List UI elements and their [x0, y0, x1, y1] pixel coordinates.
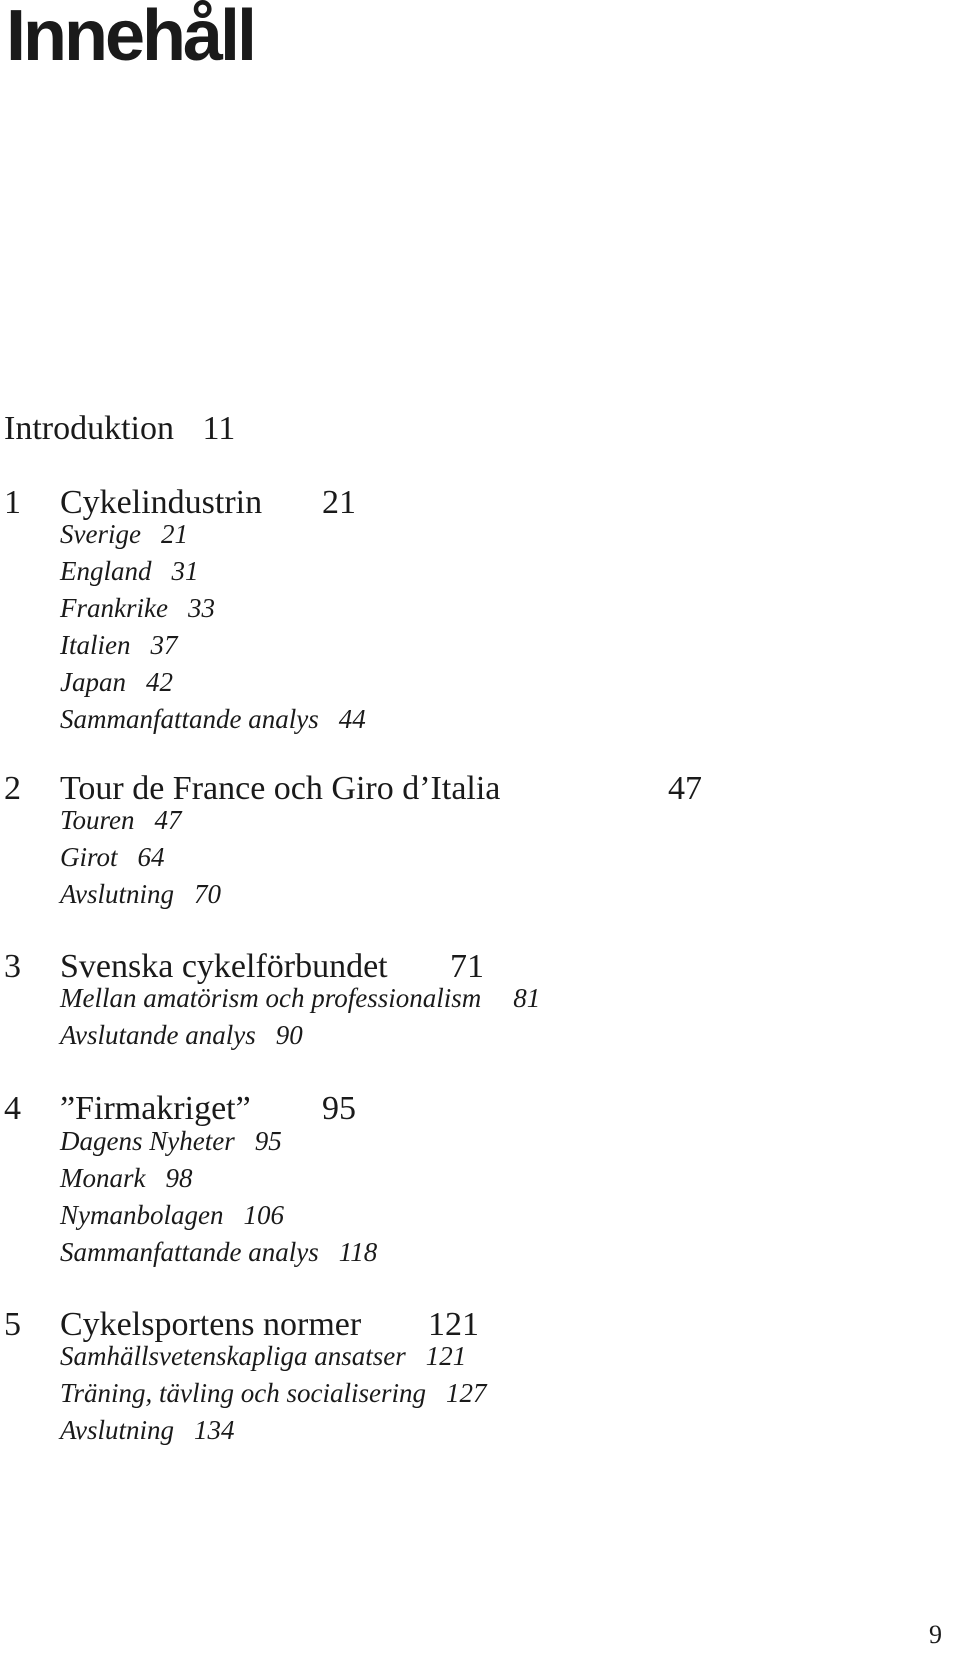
section-page: 64	[137, 842, 165, 872]
section-entry	[60, 1197, 377, 1234]
chapter-number: 3	[4, 948, 21, 985]
section-entry	[60, 701, 366, 738]
chapter-number: 2	[4, 770, 21, 807]
chapter-1-sections	[60, 516, 366, 738]
chapter-2-sections	[60, 802, 221, 913]
section-title: Monark	[60, 1163, 146, 1193]
chapter-title: Tour de France och Giro d’Italia	[60, 770, 501, 807]
section-entry	[60, 664, 366, 701]
chapter-page: 71	[450, 948, 484, 985]
chapter-3-sections	[60, 980, 540, 1054]
chapter-4-sections	[60, 1123, 377, 1271]
section-page: 134	[194, 1415, 235, 1445]
section-entry	[60, 590, 366, 627]
chapter-title: ”Firmakriget”	[60, 1090, 251, 1127]
section-entry	[60, 1234, 377, 1271]
section-title: Samhällsvetenskapliga ansatser	[60, 1341, 406, 1371]
chapter-page: 95	[322, 1090, 356, 1127]
intro-title: Introduktion	[4, 410, 174, 447]
section-page: 106	[243, 1200, 284, 1230]
section-entry	[60, 980, 540, 1017]
chapter-page: 47	[668, 770, 702, 807]
section-page: 70	[194, 879, 221, 909]
section-title: Japan	[60, 667, 126, 697]
section-title: Frankrike	[60, 593, 168, 623]
section-page: 31	[171, 556, 199, 586]
toc-intro	[4, 412, 235, 446]
section-entry	[60, 1375, 487, 1412]
section-entry	[60, 1412, 487, 1449]
chapter-page: 121	[428, 1306, 479, 1343]
chapter-title: Svenska cykelförbundet	[60, 948, 388, 985]
section-page: 37	[150, 630, 178, 660]
section-page: 121	[425, 1341, 467, 1371]
section-entry	[60, 1017, 540, 1054]
chapter-number: 4	[4, 1090, 21, 1127]
section-entry	[60, 1338, 487, 1375]
section-title: Dagens Nyheter	[60, 1126, 235, 1156]
section-page: 21	[160, 519, 188, 549]
section-page: 118	[338, 1237, 378, 1267]
section-title: Girot	[60, 842, 118, 872]
section-title: Sammanfattande analys	[60, 704, 319, 734]
section-entry	[60, 802, 221, 839]
section-page: 90	[275, 1020, 303, 1050]
section-title: Avslutning	[60, 879, 174, 909]
section-page: 98	[165, 1163, 193, 1193]
section-entry	[60, 553, 366, 590]
section-entry	[60, 839, 221, 876]
section-page: 95	[254, 1126, 282, 1156]
intro-page: 11	[202, 410, 236, 447]
chapter-5-sections	[60, 1338, 487, 1449]
section-entry	[60, 876, 221, 913]
page-title: Innehåll	[6, 0, 255, 76]
section-title: Nymanbolagen	[60, 1200, 224, 1230]
page-number: 9	[929, 1620, 942, 1649]
section-title: Sverige	[60, 519, 141, 549]
section-entry	[60, 1123, 377, 1160]
chapter-number: 5	[4, 1306, 21, 1343]
chapter-number: 1	[4, 484, 21, 521]
section-title: Sammanfattande analys	[60, 1237, 319, 1267]
section-title: Träning, tävling och socialisering	[60, 1378, 427, 1408]
section-entry	[60, 516, 366, 553]
section-page: 127	[446, 1378, 487, 1408]
section-page: 47	[154, 805, 182, 835]
section-entry	[60, 1160, 377, 1197]
chapter-title: Cykelindustrin	[60, 484, 263, 521]
chapter-page: 21	[322, 484, 356, 521]
section-page: 44	[338, 704, 366, 734]
section-title: Touren	[60, 805, 135, 835]
section-title: Mellan amatörism och professionalism	[60, 983, 482, 1013]
chapter-title: Cykelsportens normer	[60, 1306, 362, 1343]
section-entry	[60, 627, 366, 664]
section-page: 42	[145, 667, 173, 697]
section-title: Avslutande analys	[60, 1020, 256, 1050]
section-title: Italien	[60, 630, 131, 660]
section-title: England	[60, 556, 152, 586]
section-page: 33	[187, 593, 215, 623]
section-title: Avslutning	[60, 1415, 174, 1445]
section-page: 81	[513, 983, 541, 1013]
